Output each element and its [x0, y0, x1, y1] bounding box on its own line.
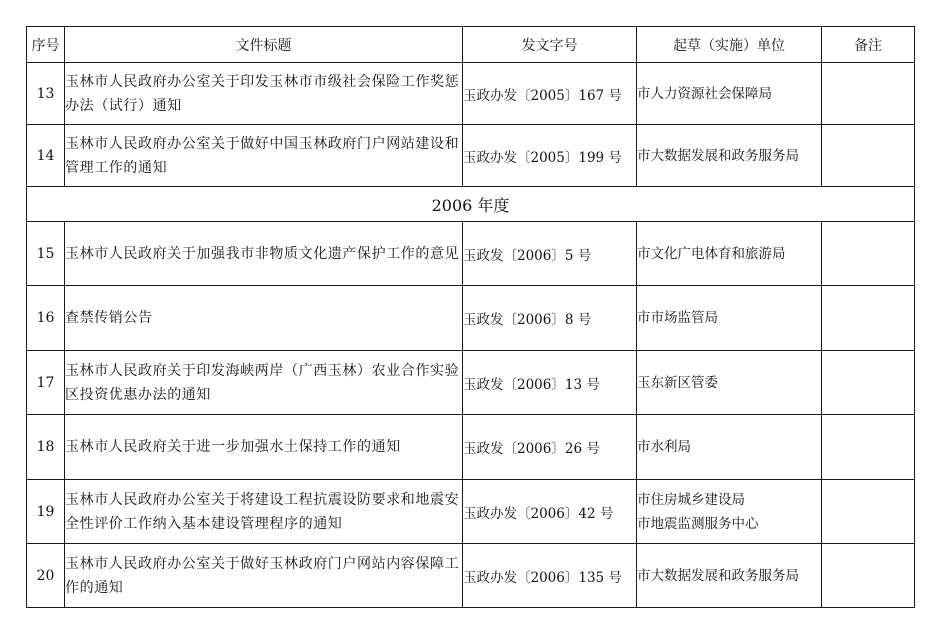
unit-name: 市住房城乡建设局	[637, 491, 745, 508]
cell-note	[822, 63, 915, 125]
table-body	[27, 63, 915, 608]
table-row	[27, 63, 915, 125]
table-row	[27, 125, 915, 187]
header-title: 文件标题	[65, 27, 463, 63]
table-row	[27, 286, 915, 351]
cell-seq: 17	[27, 351, 65, 415]
unit-name: 市大数据发展和政务服务局	[637, 147, 799, 164]
cell-unit	[637, 63, 822, 125]
cell-seq: 20	[27, 544, 65, 608]
header-doc-number: 发文字号	[463, 27, 637, 63]
cell-title: 玉林市人民政府关于印发海峡两岸（广西玉林）农业合作实验区投资优惠办法的通知	[65, 351, 463, 415]
cell-doc-number: 玉政发〔2006〕8 号	[463, 286, 637, 351]
table-row	[27, 415, 915, 480]
cell-doc-number: 玉政办发〔2006〕135 号	[463, 544, 637, 608]
cell-title: 玉林市人民政府关于进一步加强水土保持工作的通知	[65, 415, 463, 480]
cell-unit	[637, 222, 822, 286]
cell-unit	[637, 125, 822, 187]
cell-note	[822, 544, 915, 608]
cell-seq: 16	[27, 286, 65, 351]
header-row	[27, 27, 915, 63]
cell-seq: 14	[27, 125, 65, 187]
cell-title: 玉林市人民政府关于加强我市非物质文化遗产保护工作的意见	[65, 222, 463, 286]
cell-unit	[637, 415, 822, 480]
cell-unit	[637, 544, 822, 608]
cell-title: 玉林市人民政府办公室关于将建设工程抗震设防要求和地震安全性评价工作纳入基本建设管理程序的通知	[65, 480, 463, 544]
cell-note	[822, 222, 915, 286]
header-note: 备注	[822, 27, 915, 63]
table-row	[27, 351, 915, 415]
unit-name: 市市场监管局	[637, 310, 718, 326]
unit-name: 市人力资源社会保障局	[637, 85, 772, 102]
unit-name: 市地震监测服务中心	[637, 515, 759, 532]
cell-doc-number: 玉政发〔2006〕26 号	[463, 415, 637, 480]
cell-note	[822, 125, 915, 187]
year-section-row	[27, 187, 915, 222]
cell-unit	[637, 286, 822, 351]
document-table	[26, 26, 915, 608]
cell-unit	[637, 351, 822, 415]
cell-doc-number: 玉政办发〔2005〕199 号	[463, 125, 637, 187]
unit-name: 市大数据发展和政务服务局	[637, 567, 799, 584]
table-row	[27, 544, 915, 608]
header-seq: 序号	[27, 27, 65, 63]
year-label: 2006 年度	[27, 187, 915, 222]
table-row	[27, 480, 915, 544]
unit-name: 玉东新区管委	[637, 374, 718, 391]
table-row	[27, 222, 915, 286]
unit-name: 市水利局	[637, 439, 691, 455]
cell-title: 查禁传销公告	[65, 286, 463, 351]
cell-title: 玉林市人民政府办公室关于印发玉林市市级社会保险工作奖惩办法（试行）通知	[65, 63, 463, 125]
cell-title: 玉林市人民政府办公室关于做好玉林政府门户网站内容保障工作的通知	[65, 544, 463, 608]
unit-name: 市文化广电体育和旅游局	[637, 245, 786, 262]
cell-title: 玉林市人民政府办公室关于做好中国玉林政府门户网站建设和管理工作的通知	[65, 125, 463, 187]
cell-note	[822, 286, 915, 351]
cell-unit	[637, 480, 822, 544]
cell-seq: 19	[27, 480, 65, 544]
cell-doc-number: 玉政办发〔2005〕167 号	[463, 63, 637, 125]
cell-doc-number: 玉政办发〔2006〕42 号	[463, 480, 637, 544]
cell-doc-number: 玉政发〔2006〕13 号	[463, 351, 637, 415]
cell-seq: 15	[27, 222, 65, 286]
cell-note	[822, 351, 915, 415]
cell-note	[822, 480, 915, 544]
cell-seq: 18	[27, 415, 65, 480]
cell-doc-number: 玉政发〔2006〕5 号	[463, 222, 637, 286]
cell-note	[822, 415, 915, 480]
header-unit: 起草（实施）单位	[637, 27, 822, 63]
cell-seq: 13	[27, 63, 65, 125]
